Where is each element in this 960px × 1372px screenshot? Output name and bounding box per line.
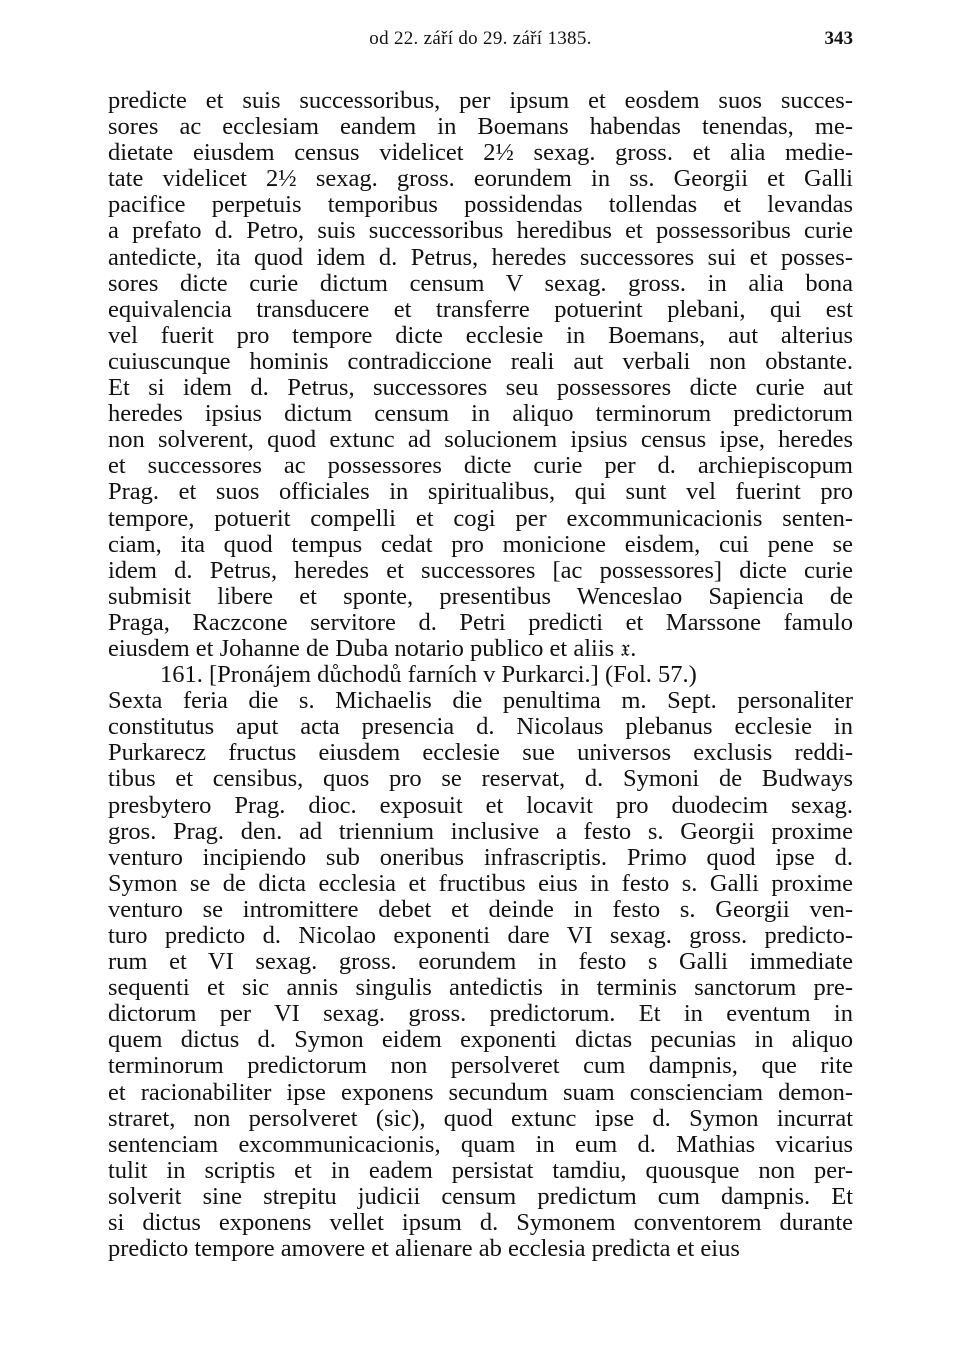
body-text	[108, 88, 853, 1262]
text-line: predicto tempore amovere et alienare ab ecclesia predicta et eius	[108, 1235, 740, 1263]
text-line: Praga, Raczcone servitore d. Petri predicti et Marssone famulo	[108, 608, 853, 636]
text-line: sores dicte curie dictum censum V sexag. gross. in alia bona	[108, 269, 853, 297]
text-line: sores ac ecclesiam eandem in Boemans habendas tenendas, me-	[108, 113, 853, 141]
text-line: vel fuerit pro tempore dicte ecclesie in Boemans, aut alterius	[108, 321, 853, 349]
text-line: sequenti et sic annis singulis antedictis in terminis sanctorum pre-	[108, 974, 853, 1002]
text-line: et successores ac possessores dicte curie per d. archiepiscopum	[108, 452, 853, 480]
page-header	[108, 28, 853, 58]
text-line: dietate eiusdem census videlicet 2½ sexag. gross. et alia medie-	[108, 139, 853, 167]
text-line: presbytero Prag. dioc. exposuit et locavit pro duodecim sexag.	[108, 791, 853, 819]
text-line: straret, non persolveret (sic), quod extunc ipse d. Symon incurrat	[108, 1104, 853, 1132]
text-line: Purkarecz fructus eiusdem ecclesie sue universos exclusis reddi-	[108, 739, 853, 767]
text-line: Symon se de dicta ecclesia et fructibus eius in festo s. Galli proxime	[108, 869, 853, 897]
text-line: si dictus exponens vellet ipsum d. Symonem conventorem durante	[108, 1209, 853, 1237]
text-line: venturo incipiendo sub oneribus infrascriptis. Primo quod ipse d.	[108, 843, 853, 871]
page-number: 343	[824, 28, 853, 49]
text-line: idem d. Petrus, heredes et successores [ac possessores] dicte curie	[108, 556, 853, 584]
text-line: tempore, potuerit compelli et cogi per excommunicacionis senten-	[108, 504, 853, 532]
text-line: eiusdem et Johanne de Duba notario publico et aliis 𝔵.	[108, 634, 637, 662]
text-line: turo predicto d. Nicolao exponenti dare VI sexag. gross. predicto-	[108, 922, 853, 949]
text-line: submisit libere et sponte, presentibus Wenceslao Sapiencia de	[108, 582, 853, 610]
text-line: tate videlicet 2½ sexag. gross. eorundem in ss. Georgii et Galli	[108, 165, 853, 193]
text-line: antedicte, ita quod idem d. Petrus, heredes successores sui et posses-	[108, 243, 853, 271]
text-line: tulit in scriptis et in eadem persistat tamdiu, quousque non per-	[108, 1156, 853, 1184]
text-line: dictorum per VI sexag. gross. predictorum. Et in eventum in	[108, 1000, 853, 1028]
text-line: solverit sine strepitu judicii censum predictum cum dampnis. Et	[108, 1182, 853, 1210]
text-line: constitutus aput acta presencia d. Nicolaus plebanus ecclesie in	[108, 713, 853, 741]
text-line: heredes ipsius dictum censum in aliquo terminorum predictorum	[108, 400, 853, 428]
text-line: gros. Prag. den. ad triennium inclusive a festo s. Georgii proxime	[108, 817, 853, 845]
text-line: Et si idem d. Petrus, successores seu possessores dicte curie aut	[108, 374, 853, 402]
entry-heading-161: 161. [Pronájem důchodů farních v Purkarci.] (Fol. 57.)	[160, 661, 697, 689]
text-line: quem dictus d. Symon eidem exponenti dictas pecunias in aliquo	[108, 1026, 853, 1054]
text-line: sentenciam excommunicacionis, quam in eum d. Mathias vicarius	[108, 1130, 853, 1158]
text-line: rum et VI sexag. gross. eorundem in festo s Galli immediate	[108, 948, 853, 976]
text-line: equivalencia transducere et transferre potuerint plebani, qui est	[108, 295, 853, 323]
text-line: et racionabiliter ipse exponens secundum suam conscienciam demon-	[108, 1078, 853, 1106]
text-line: terminorum predictorum non persolveret cum dampnis, que rite	[108, 1052, 853, 1080]
text-line: a prefato d. Petro, suis successoribus heredibus et possessoribus curie	[108, 217, 853, 245]
running-head: od 22. září do 29. září 1385.	[369, 28, 592, 49]
text-line: cuiuscunque hominis contradiccione reali aut verbali non obstante.	[108, 347, 853, 375]
text-line: predicte et suis successoribus, per ipsum et eosdem suos succes-	[108, 87, 853, 114]
text-line: Sexta feria die s. Michaelis die penultima m. Sept. personaliter	[108, 687, 853, 715]
text-line: tibus et censibus, quos pro se reservat, d. Symoni de Budways	[108, 765, 853, 793]
text-line: ciam, ita quod tempus cedat pro monicione eisdem, cui pene se	[108, 530, 853, 558]
text-line: Prag. et suos officiales in spiritualibus, qui sunt vel fuerint pro	[108, 478, 853, 506]
text-line: pacifice perpetuis temporibus possidendas tollendas et levandas	[108, 191, 853, 219]
text-line: non solverent, quod extunc ad solucionem ipsius census ipse, heredes	[108, 426, 853, 454]
text-line: venturo se intromittere debet et deinde in festo s. Georgii ven-	[108, 895, 853, 923]
